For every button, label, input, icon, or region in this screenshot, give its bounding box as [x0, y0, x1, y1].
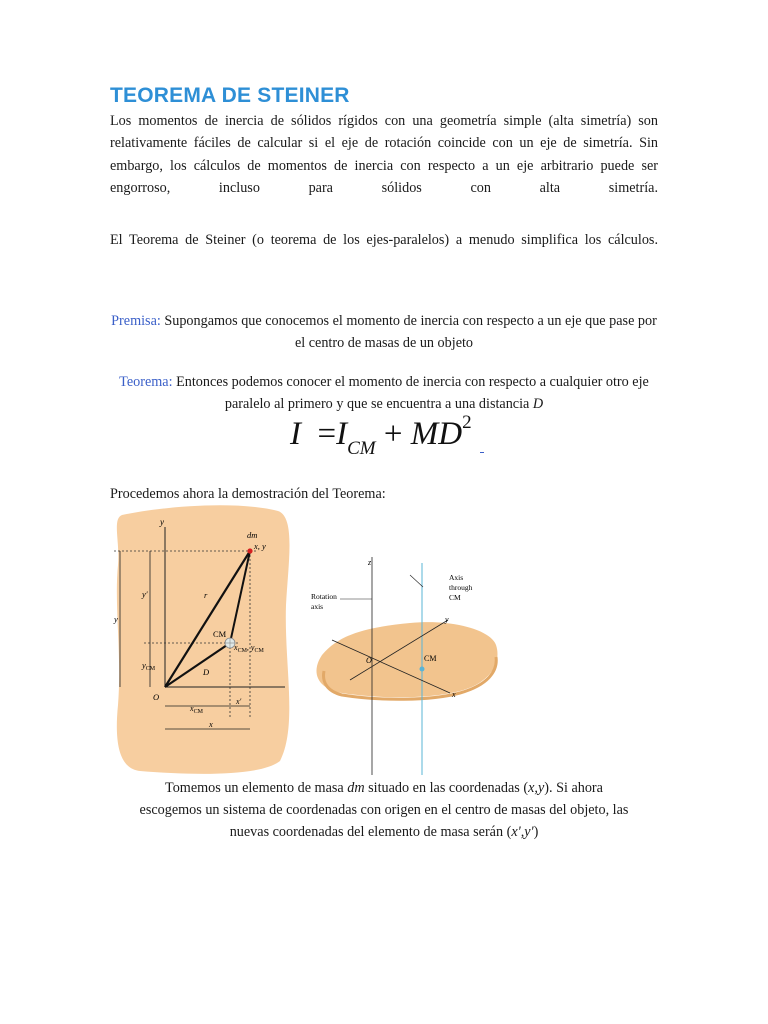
theorem-text: Entonces podemos conocer el momento de inercia con respecto a cualquier otro eje paralelo al primero y que se encuentra a una distancia: [172, 374, 649, 413]
label-cm: CM: [213, 629, 227, 639]
label-axiscm-3: CM: [449, 593, 461, 602]
label-x: x: [452, 690, 456, 699]
paragraph-1: Los momentos de inercia de sólidos rígidos con una geometría simple (alta simetría) son relativamente fáciles de calcular si el eje de rotación coincide con un eje de simetría. Sin embargo, los cálculos de momentos de inercia con respecto a un eje arbitrario puede ser engorroso, incluso para sólidos con alta simetría.: [110, 113, 658, 197]
label-cm-sub2: CM: [254, 648, 264, 654]
label-cm-comma: , y: [246, 643, 255, 652]
eq-plus: +: [383, 416, 403, 452]
page-title: TEOREMA DE STEINER: [110, 84, 350, 107]
closing-dm: dm: [347, 780, 365, 796]
cm-axis-pointer: [410, 575, 423, 587]
label-cm-x: x: [234, 643, 238, 652]
paragraph-2: [110, 229, 658, 251]
label-yprime: y′: [142, 589, 148, 599]
theorem-block: [110, 371, 658, 416]
label-y-dim: y: [114, 614, 118, 624]
label-rotation-2: axis: [311, 602, 324, 611]
label-o: O: [366, 656, 372, 665]
right-diagram: [311, 557, 498, 775]
closing-xy-prime: x',y': [511, 824, 534, 840]
eq-term2-sup: 2: [462, 412, 472, 433]
eq-equals: =: [317, 416, 337, 452]
label-r: r: [204, 590, 208, 600]
label-cm-right: CM: [424, 654, 437, 663]
eq-term1-sub: CM: [347, 438, 376, 459]
closing-1c: ). Si ahora: [544, 780, 603, 796]
cm-dot: [420, 667, 425, 672]
closing-line-1: [110, 777, 658, 799]
label-dm: dm: [247, 530, 258, 540]
equation-mark: [480, 452, 484, 453]
closing-line-2: escogemos un sistema de coordenadas con origen en el centro de masas del objeto, las: [139, 802, 629, 818]
label-origin: O: [153, 692, 160, 702]
closing-3b: ): [533, 824, 539, 840]
label-z: z: [368, 558, 372, 567]
label-axiscm-1: Axis: [449, 573, 464, 582]
label-D: D: [203, 667, 210, 677]
closing-xy: x,y: [528, 780, 545, 796]
left-diagram: [113, 505, 290, 774]
label-cm-sub1: CM: [237, 648, 247, 654]
premise-block: [110, 310, 658, 355]
closing-line-3: [110, 821, 658, 843]
closing-3a: nuevas coordenadas del elemento de masa serán (: [229, 824, 512, 840]
eq-term1: I: [336, 416, 348, 452]
label-rotation-1: Rotation: [311, 592, 337, 601]
paragraph-2-text: El Teorema de Steiner (o teorema de los ejes-paralelos) a menudo simplifica los cálculos.: [110, 232, 658, 248]
steiner-figure: [110, 505, 510, 777]
label-xcm-x: x: [190, 704, 194, 713]
label-ycm-y: y: [142, 660, 146, 670]
closing-1a: Tomemos un elemento de masa: [165, 780, 348, 796]
label-xy: x, y: [254, 541, 266, 551]
closing-1b: situado en las coordenadas (: [364, 780, 529, 796]
label-y: y: [445, 615, 449, 624]
theorem-var: D: [532, 396, 544, 413]
label-y-axis: y: [160, 517, 164, 527]
premise-text: Supongamos que conocemos el momento de inercia con respecto a un eje que pase por el centro de masas de un objeto: [160, 313, 657, 352]
label-axiscm-2: through: [449, 583, 473, 592]
premise-label: Premisa:: [111, 313, 161, 329]
intro-text: Procedemos ahora la demostración del Teorema:: [110, 486, 386, 502]
eq-term2: MD: [410, 416, 463, 452]
eq-lhs: I: [290, 416, 301, 452]
theorem-label: Teorema:: [119, 374, 173, 390]
label-x-dim: x: [209, 719, 213, 729]
dm-point: [247, 548, 252, 553]
rigid-plate-shape: [316, 622, 497, 697]
label-xprime: x′: [236, 697, 242, 706]
label-ycm-sub: CM: [145, 666, 156, 672]
steiner-equation: [290, 412, 472, 460]
label-xcm-sub: CM: [193, 709, 203, 715]
